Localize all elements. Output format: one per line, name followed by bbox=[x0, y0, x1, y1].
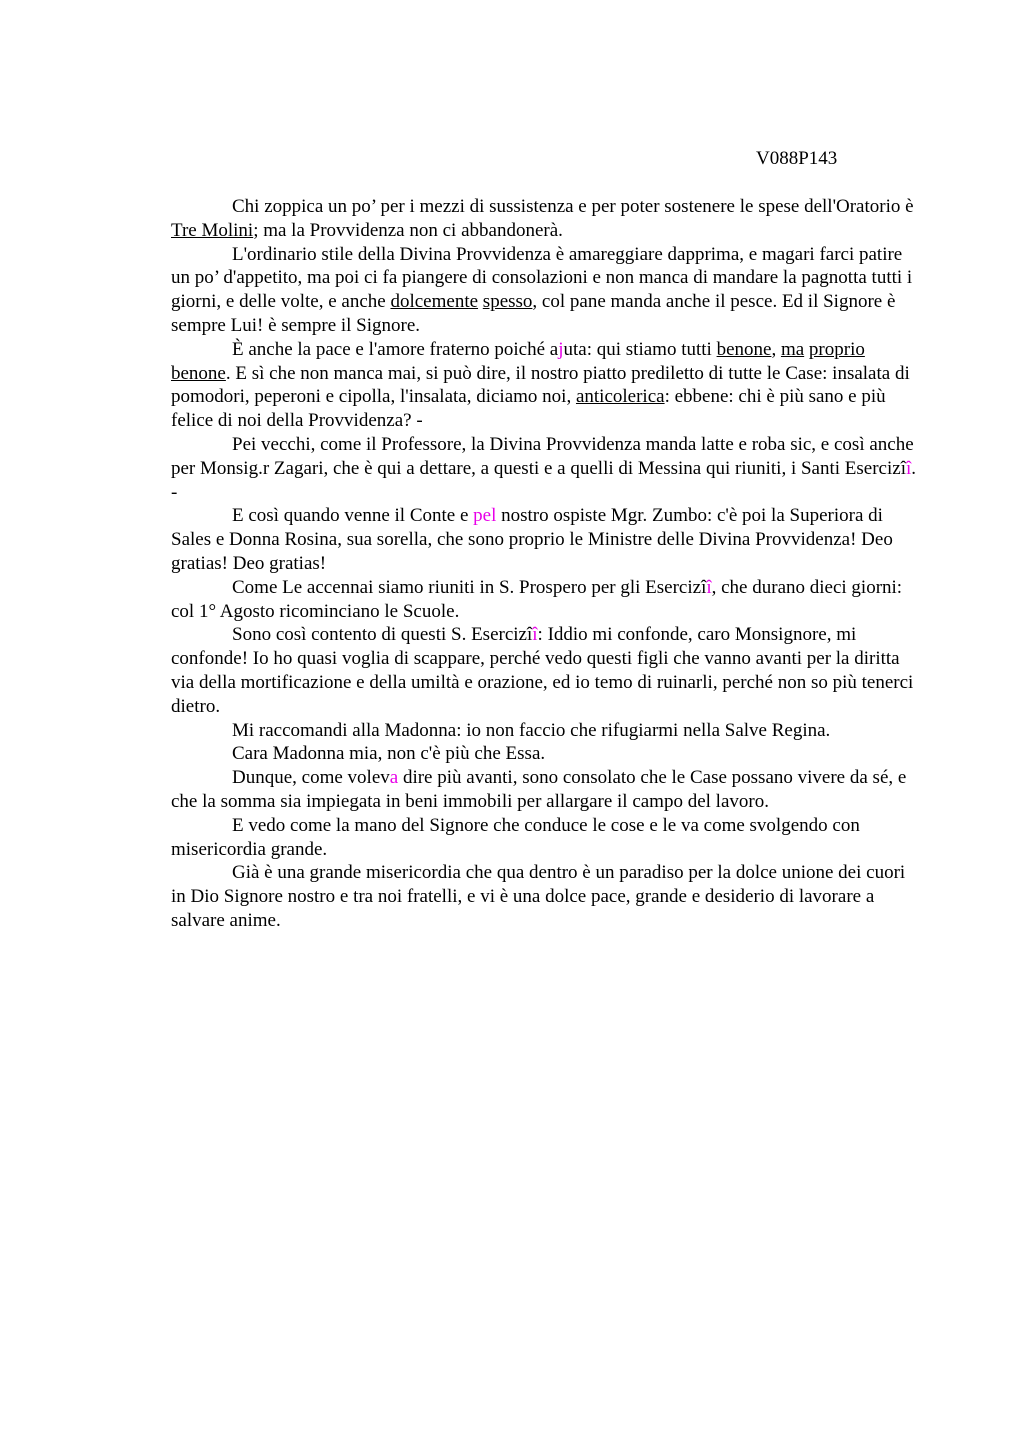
highlighted-correction: î bbox=[905, 457, 912, 479]
text-run: E vedo come la mano del Signore che conduce le cose e le va come svolgendo con misericordia grande. bbox=[171, 814, 860, 860]
highlighted-correction: a bbox=[389, 767, 399, 789]
paragraph bbox=[171, 195, 923, 243]
text-run: , che durano dieci giorni: col 1° Agosto ricominciano le Scuole. bbox=[171, 576, 903, 622]
paragraph bbox=[171, 861, 923, 932]
paragraph bbox=[171, 576, 923, 624]
paragraph bbox=[171, 243, 923, 338]
text-run: , col pane manda anche il pesce. Ed il Signore è sempre Lui! è sempre il Signore. bbox=[171, 291, 896, 336]
text-run: . E sì che non manca mai, si può dire, il nostro piatto prediletto di tutte le Case: insalata di pomodori, peperoni e cipolla, l'insalata, diciamo noi, bbox=[171, 362, 910, 408]
text-run: uta: qui stiamo tutti bbox=[563, 338, 717, 360]
highlighted-correction: pel bbox=[473, 505, 497, 527]
letter-body bbox=[171, 195, 923, 933]
paragraph bbox=[171, 814, 923, 862]
paragraph bbox=[171, 338, 923, 433]
text-run: E così quando venne il Conte e bbox=[232, 505, 474, 527]
text-run: Mi raccomandi alla Madonna: io non faccio che rifugiarmi nella Salve Regina. bbox=[232, 719, 831, 741]
text-run: nostro ospiste Mgr. Zumbo: c'è poi la Superiora di Sales e Donna Rosina, sua sorella, che sono proprio le Ministre delle Divina Provvidenza! Deo gratias! Deo gratias! bbox=[171, 505, 893, 574]
text-run: Cara Madonna mia, non c'è più che Essa. bbox=[232, 743, 546, 765]
underlined-text: benone bbox=[716, 338, 772, 360]
text-run: Dunque, come volev bbox=[232, 767, 390, 789]
underlined-text: dolcemente bbox=[390, 291, 479, 313]
paragraph bbox=[171, 742, 923, 766]
underlined-text: spesso bbox=[482, 291, 533, 313]
text-run: dire più avanti, sono consolato che le Case possano vivere da sé, e che la somma sia impiegata in beni immobili per allargare il campo del lavoro. bbox=[171, 767, 907, 812]
text-run: L'ordinario stile della Divina Provvidenza è amareggiare dapprima, e magari farci patire un po’ d'appetito, ma poi ci fa piangere di consolazioni e non manca di mandare la pagnotta tutti i giorni, e delle volte, e anche bbox=[171, 243, 913, 313]
paragraph bbox=[171, 766, 923, 814]
highlighted-correction: î bbox=[532, 624, 538, 646]
text-run: ; ma la Provvidenza non ci abbandonerà. bbox=[253, 219, 563, 241]
text-run: . - bbox=[171, 457, 917, 503]
paragraph bbox=[171, 504, 923, 575]
paragraph bbox=[171, 623, 923, 718]
paragraph bbox=[171, 433, 923, 504]
underlined-text: proprio benone bbox=[171, 338, 865, 384]
underlined-text: anticolerica bbox=[575, 386, 665, 408]
text-run: Come Le accennai siamo riuniti in S. Prospero per gli Esercizî bbox=[232, 576, 707, 598]
text-run: Chi zoppica un po’ per i mezzi di sussistenza e per poter sostenere le spese dell'Oratorio è bbox=[232, 196, 914, 217]
paragraph bbox=[171, 719, 923, 743]
text-run: , bbox=[771, 338, 781, 360]
underlined-text: ma bbox=[780, 338, 805, 360]
text-run: È anche la pace e l'amore fraterno poiché a bbox=[232, 338, 559, 360]
highlighted-correction: j bbox=[558, 338, 564, 360]
page-id: V088P143 bbox=[756, 148, 838, 169]
text-run: Sono così contento di questi S. Esercizî bbox=[232, 624, 533, 646]
text-run: Pei vecchi, come il Professore, la Divina Provvidenza manda latte e roba sic, e così anche per Monsig.r Zagari, che è qui a dettare, a questi e a quelli di Messina qui riuniti, i Santi Esercizî bbox=[171, 433, 914, 479]
text-run: Già è una grande misericordia che qua dentro è un paradiso per la dolce unione dei cuori in Dio Signore nostro e tra noi fratelli, e vi è una dolce pace, grande e desiderio di lavorare a salvare anime. bbox=[171, 862, 906, 931]
text-run: : Iddio mi confonde, caro Monsignore, mi confonde! Io ho quasi voglia di scappare, perché vedo questi figli che vanno avanti per la diritta via della mortificazione e della umiltà e orazione, ed io temo di ruinarli, perché non so più tenerci dietro. bbox=[171, 624, 914, 717]
highlighted-correction: î bbox=[706, 576, 712, 598]
underlined-text: Tre Molini bbox=[171, 219, 254, 241]
text-run: : ebbene: chi è più sano e più felice di noi della Provvidenza? - bbox=[171, 386, 886, 432]
